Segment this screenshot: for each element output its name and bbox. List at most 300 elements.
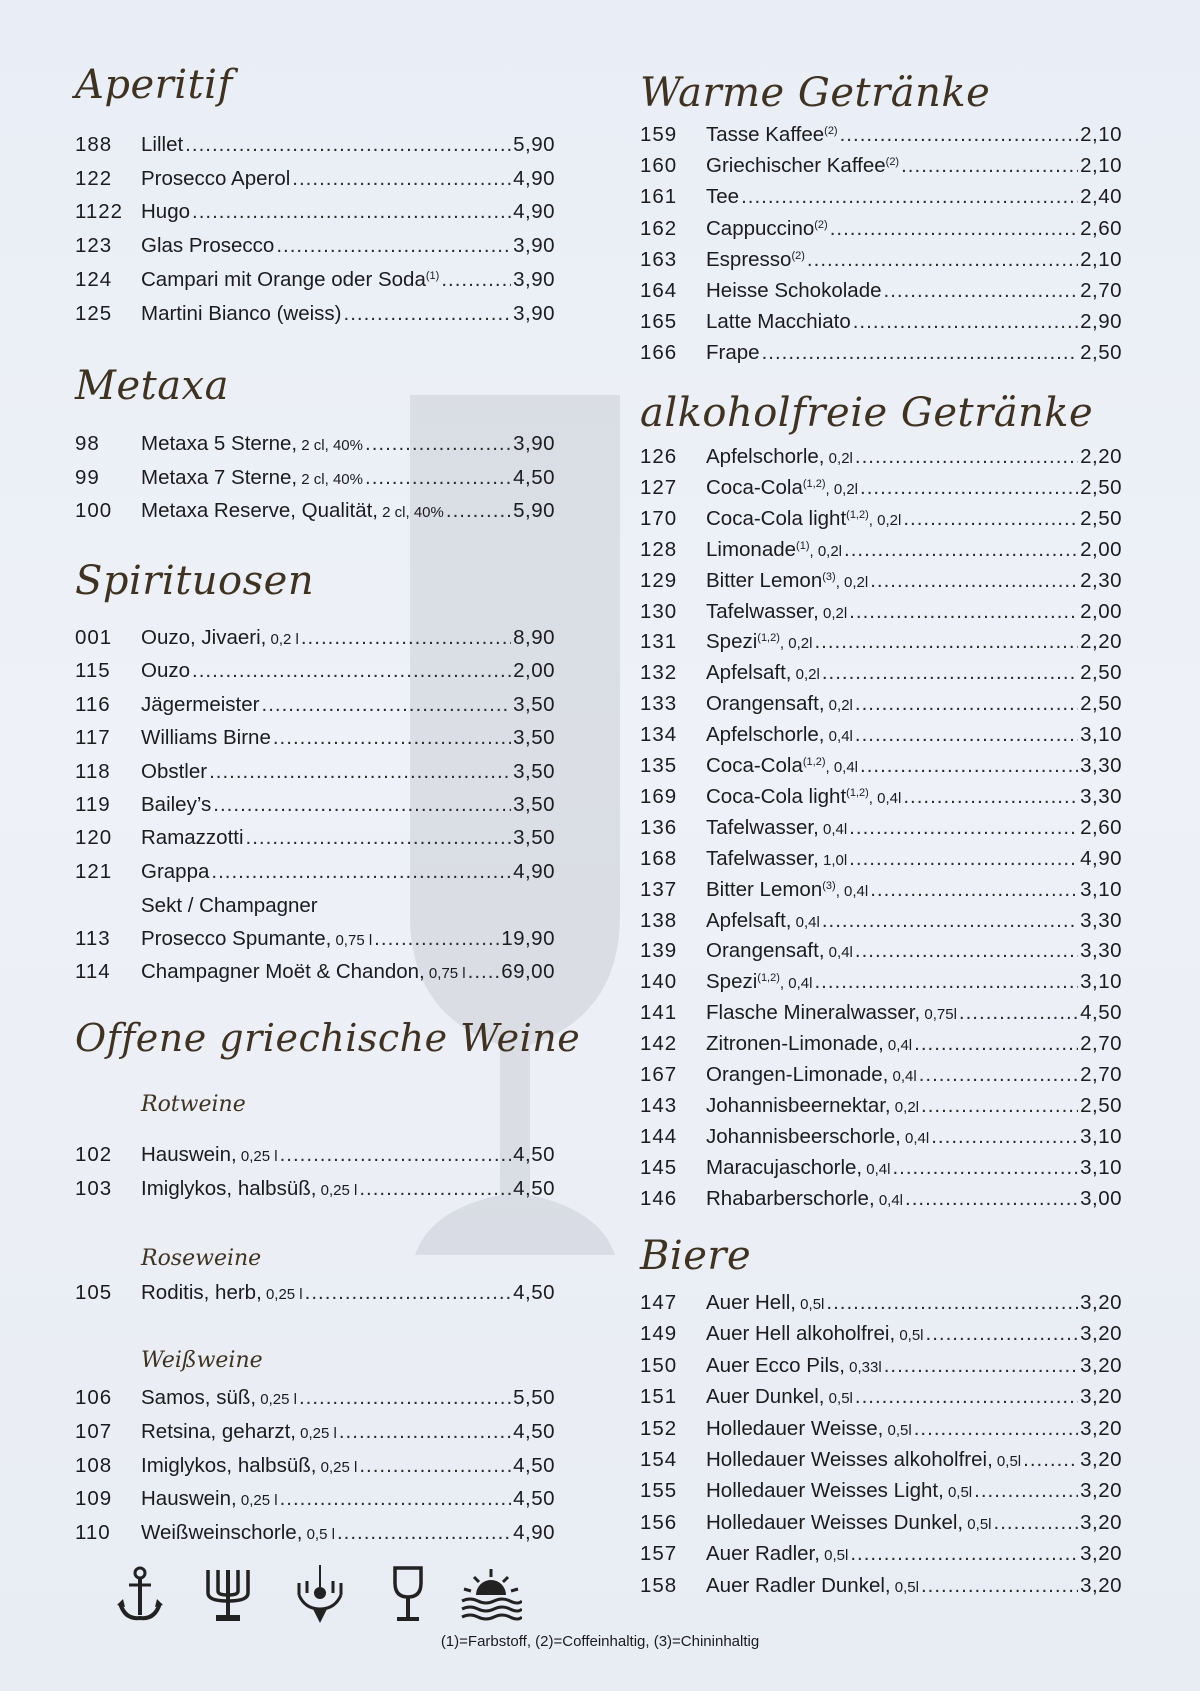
item-name-text: Spezi [706,970,758,994]
item-number: 129 [640,568,678,592]
item-number: 117 [75,726,111,750]
menu-item [640,689,1122,719]
leader-dots [468,957,500,987]
item-name-text: Jägermeister [141,692,260,716]
item-name-text: Latte Macchiato [706,310,851,334]
item-price: 4,50 [1080,1001,1122,1025]
item-volume: 0,5l [895,1327,924,1345]
item-volume: 0,75l [920,1006,957,1024]
item-name [141,164,290,194]
item-number: 135 [640,754,678,777]
menu-item [640,967,1122,997]
menu-item [640,782,1122,812]
item-volume: 0,2l [824,450,853,467]
item-name-text: Champagner Moët & Chandon, [141,960,425,983]
leader-dots [359,1451,511,1481]
item-name-text: Coca-Cola [706,475,803,499]
item-number: 105 [75,1281,113,1304]
item-volume: 0,5 l [302,1526,335,1544]
menu-item [640,566,1122,596]
item-price: 2,40 [1080,185,1122,209]
item-name-text: Obstler [141,759,208,783]
leader-dots [211,857,511,887]
item-price: 4,50 [513,1453,555,1477]
item-name-text: Roditis, herb, [141,1281,262,1304]
item-number: 158 [640,1573,678,1597]
leader-dots [305,1278,511,1308]
item-number: 142 [640,1032,678,1056]
item-number: 150 [640,1353,678,1377]
item-name [706,307,851,337]
item-number: 119 [75,793,111,816]
menu-item [640,1288,1122,1318]
item-name [706,906,820,938]
item-name-text: Limonade [706,537,797,561]
item-name [706,751,858,783]
item-price: 2,60 [1080,815,1122,839]
item-volume: 0,25 l [236,1148,278,1165]
item-name [706,151,899,181]
leader-dots [870,875,1078,905]
item-number: 146 [640,1186,678,1210]
leader-dots [344,299,512,329]
menu-item [640,627,1122,657]
item-name [141,1140,278,1172]
menu-item [640,751,1122,781]
leader-dots [822,658,1078,688]
item-price: 2,90 [1080,310,1122,334]
item-number: 118 [75,759,111,783]
item-volume: 0,4l [824,944,853,962]
item-price: 2,70 [1080,1032,1122,1056]
item-price: 2,30 [1080,568,1122,592]
item-volume: 0,5l [824,1390,853,1408]
menu-item [75,924,555,954]
item-name [706,535,842,567]
item-volume: , 0,4l [779,975,813,993]
item-volume: 0,2l [824,697,853,715]
item-name [706,120,838,150]
item-name-text: Martini Bianco (weiss) [141,301,342,325]
item-number: 115 [75,659,111,683]
menu-item [640,1539,1122,1569]
menu-item [75,623,555,653]
item-name [141,1278,303,1310]
item-name-text: Zitronen-Limonade, [706,1032,884,1056]
menu-item [640,151,1122,181]
leader-dots [853,307,1078,337]
leader-dots [849,597,1078,627]
item-name [706,1508,992,1540]
item-name-text: Coca-Cola light [706,506,847,530]
item-number: 98 [75,432,100,455]
item-name [141,130,183,160]
item-name [706,844,847,876]
item-price: 2,10 [1080,154,1122,178]
item-volume: 0,5l [819,1547,849,1565]
menu-item [640,906,1122,936]
item-name [141,1518,335,1550]
leader-dots [994,1508,1079,1538]
item-name [706,658,820,690]
item-name [141,299,342,329]
item-number: 113 [75,927,111,950]
item-price: 3,20 [1080,1416,1122,1440]
section-title-spirituosen: Spirituosen [75,558,315,604]
item-name-text: Metaxa 7 Sterne, [141,465,298,489]
item-volume: 0,5l [796,1296,825,1313]
section-title-warme-getraenke: Warme Getränke [640,70,991,116]
item-price: 3,00 [1080,1186,1122,1210]
item-number: 108 [75,1453,113,1477]
item-number: 147 [640,1291,678,1314]
item-name-text: Spezi [706,630,758,654]
item-price: 2,50 [1080,1093,1122,1117]
item-price: 5,90 [513,499,555,522]
leader-dots [860,473,1078,503]
item-number: 168 [640,846,678,870]
leader-dots [192,197,511,227]
leader-dots [926,1319,1079,1349]
item-name-text: Coca-Cola light [706,784,847,808]
leader-dots [849,844,1078,874]
item-number: 159 [640,123,678,146]
item-number: 1122 [75,200,124,224]
item-footnote-marker: (1,2) [802,756,826,768]
item-name [706,597,847,629]
item-name-text: Apfelschorle, [706,445,825,468]
item-price: 3,20 [1080,1510,1122,1534]
menu-item [75,757,555,787]
leader-dots [903,782,1078,812]
item-name [141,1451,357,1483]
item-number: 136 [640,815,678,839]
item-price: 4,90 [513,166,555,190]
item-name [706,182,739,212]
item-price: 3,50 [513,726,555,750]
item-name [141,231,274,261]
section-title-metaxa: Metaxa [75,363,229,409]
item-volume: 0,4l [874,1191,904,1209]
item-volume: 0,2l [791,666,820,684]
item-volume: 0,25 l [295,1424,337,1442]
item-price: 2,00 [513,659,555,683]
item-name-text: Apfelschorle, [706,723,825,747]
menu-item [75,197,555,227]
item-price: 4,50 [513,465,555,489]
item-number: 163 [640,247,678,271]
menu-item [640,1382,1122,1412]
menu-item [640,720,1122,750]
leader-dots [892,1153,1078,1183]
leader-dots [919,1060,1078,1090]
menu-item [640,338,1122,368]
item-volume: , 0,4l [868,789,902,807]
item-price: 4,50 [513,1419,555,1443]
item-name-text: Retsina, geharzt, [141,1419,296,1443]
menu-item [75,723,555,753]
item-number: 169 [640,784,678,808]
item-number: 162 [640,216,678,240]
leader-dots [974,1476,1078,1506]
item-number: 149 [640,1322,678,1346]
item-name [706,245,805,275]
item-volume: 0,25 l [261,1286,303,1303]
menu-item [75,231,555,261]
menu-item [75,429,555,459]
leader-dots [884,1351,1078,1381]
leader-dots [213,790,511,820]
item-name-text: Ramazzotti [141,826,244,850]
item-number: 127 [640,475,678,499]
item-price: 3,50 [513,759,555,783]
leader-dots [931,1122,1078,1152]
leader-dots [855,720,1078,750]
item-name [141,429,363,461]
item-price: 3,20 [1080,1322,1122,1346]
menu-item [640,1153,1122,1183]
leader-dots [292,164,511,194]
item-price: 3,20 [1080,1542,1122,1566]
leader-dots [299,1383,511,1413]
item-name [141,757,207,787]
item-price: 4,50 [513,1487,555,1511]
menu-item [640,1319,1122,1349]
item-name-text: Apfelsaft, [706,661,792,685]
item-number: 120 [75,826,113,850]
item-volume: 0,75 l [331,932,373,949]
menu-item [640,214,1122,244]
item-number: 110 [75,1521,111,1545]
item-number: 106 [75,1386,113,1409]
item-price: 3,20 [1080,1353,1122,1377]
item-footnote-marker: (1,2) [757,972,780,985]
item-number: 156 [640,1510,678,1534]
menu-item [75,130,555,160]
item-price: 2,00 [1080,537,1122,561]
item-price: 2,50 [1080,475,1122,499]
item-number: 157 [640,1542,678,1566]
item-price: 3,30 [1080,939,1122,963]
item-volume: 0,2l [890,1098,919,1116]
item-price: 3,30 [1080,754,1122,777]
item-volume: 0,25 l [316,1458,358,1476]
item-price: 69,00 [501,960,555,983]
item-name [706,875,868,907]
item-number: 139 [640,939,678,963]
item-price: 2,00 [1080,599,1122,623]
item-name-text: Tee [706,185,740,209]
item-name-text: Ouzo, Jivaeri, [141,626,267,649]
leader-dots [826,1288,1078,1318]
item-number: 103 [75,1176,113,1200]
menu-item [75,1140,555,1170]
chandelier-icon [295,1565,345,1625]
menu-item [75,656,555,686]
item-name [706,1153,890,1185]
item-volume: 0,4l [791,913,820,931]
item-volume: , 0,2l [825,480,859,498]
item-name [706,1351,882,1383]
leader-dots [849,813,1078,843]
item-name [706,442,853,474]
item-price: 3,50 [513,826,555,850]
item-price: 3,10 [1080,723,1122,747]
item-price: 3,90 [513,267,555,291]
item-number: 164 [640,279,678,302]
item-name [706,473,858,505]
item-volume: 0,2l [818,604,848,622]
leader-dots [850,1539,1078,1569]
item-price: 3,20 [1080,1448,1122,1471]
leader-dots [365,463,511,493]
item-price: 3,10 [1080,970,1122,994]
item-number: 161 [640,185,678,209]
item-volume: 2 cl, 40% [297,470,363,488]
leader-dots [855,689,1078,719]
menu-item [640,875,1122,905]
item-name-text: Tafelwasser, [706,815,819,839]
menu-item [640,504,1122,534]
item-price: 3,20 [1080,1573,1122,1597]
leader-dots [914,1029,1078,1059]
item-volume: 0,5l [883,1421,912,1439]
item-volume: 2 cl, 40% [378,504,444,521]
item-volume: 0,4l [818,820,848,838]
item-name [706,720,853,752]
item-name-text: Bailey’s [141,793,212,816]
menu-item [75,463,555,493]
item-number: 165 [640,310,678,334]
menu-item [640,1414,1122,1444]
item-number: 152 [640,1416,678,1440]
leader-dots [870,566,1078,596]
item-volume: 0,4l [888,1068,917,1085]
menu-item [75,1383,555,1413]
menu-item [75,1484,555,1514]
menorah-icon [203,1565,253,1625]
item-price: 2,60 [1080,216,1122,240]
item-volume: 0,25 l [236,1492,278,1510]
item-name-text: Hugo [141,200,191,224]
item-price: 3,50 [513,692,555,716]
item-name-text: Johannisbeernektar, [706,1093,891,1117]
item-number: 134 [640,723,678,747]
item-number: 137 [640,877,678,901]
item-name-text: Williams Birne [141,726,271,750]
item-number: 133 [640,692,678,716]
item-name-text: Metaxa 5 Sterne, [141,432,298,455]
item-number: 144 [640,1124,678,1148]
item-name-text: Bitter Lemon [706,568,823,592]
item-footnote-marker: (1,2) [846,508,869,521]
item-name-text: Tafelwasser, [706,846,819,870]
item-name [141,1383,297,1415]
decorative-icons [115,1565,535,1625]
item-volume: 0,25 l [316,1181,358,1199]
item-name-text: Auer Dunkel, [706,1385,825,1409]
item-name [141,197,190,227]
leader-dots [901,151,1078,181]
item-name-text: Frape [706,341,760,365]
item-name [706,1184,903,1216]
leader-dots [1023,1445,1078,1475]
leader-dots [921,1571,1078,1601]
item-name [141,623,299,655]
menu-item [640,1351,1122,1381]
item-name [706,1476,972,1508]
item-number: 123 [75,234,113,258]
menu-item [75,957,555,987]
item-number: 128 [640,537,678,561]
item-name-text: Auer Radler, [706,1542,820,1566]
item-name [706,1060,917,1092]
leader-dots [262,690,512,720]
item-number: 167 [640,1063,678,1086]
item-number: 99 [75,465,100,489]
item-name [706,566,868,598]
item-number: 102 [75,1143,113,1166]
item-name-text: Hauswein, [141,1143,237,1166]
item-volume: 2 cl, 40% [297,437,363,454]
subsection-roseweine: Roseweine [141,1246,262,1271]
item-name [141,265,439,295]
menu-item [640,473,1122,503]
item-footnote-marker: (3) [822,570,836,583]
item-footnote-marker: (1,2) [802,477,826,490]
item-volume: , 0,2l [835,573,869,591]
item-volume: , 0,2l [809,542,843,560]
item-price: 3,10 [1080,877,1122,901]
item-price: 4,50 [513,1176,555,1200]
item-name-text: Coca-Cola [706,754,803,777]
item-volume: 0,5l [890,1578,919,1596]
item-name [141,1417,337,1449]
item-price: 3,90 [513,301,555,325]
wine-glass-icon [383,1565,433,1625]
menu-item [75,1417,555,1447]
menu-item [640,658,1122,688]
item-volume: , 0,4l [825,759,859,776]
leader-dots [192,656,511,686]
item-name [706,214,828,244]
item-name-text: Ouzo [141,659,190,683]
menu-item [640,1122,1122,1152]
anchor-icon [115,1565,165,1625]
item-price: 2,10 [1080,123,1122,146]
item-name [141,823,244,853]
item-number: 188 [75,133,113,156]
item-name [706,967,812,999]
item-name-text: Rhabarberschorle, [706,1186,875,1210]
item-number: 109 [75,1487,113,1511]
item-price: 2,10 [1080,247,1122,271]
item-price: 4,90 [513,1521,555,1545]
item-price: 3,10 [1080,1155,1122,1179]
item-name-text: Griechischer Kaffee [706,154,886,178]
leader-dots [822,906,1078,936]
item-price: 3,20 [1080,1385,1122,1409]
item-name [706,1414,912,1446]
item-number: 170 [640,506,678,530]
item-name-text: Holledauer Weisses alkoholfrei, [706,1448,993,1471]
section-title-biere: Biere [640,1233,752,1279]
item-name [141,957,466,989]
item-price: 4,50 [513,1143,555,1166]
item-name-text: Apfelsaft, [706,908,792,932]
menu-item [75,1451,555,1481]
item-name-text: Auer Hell alkoholfrei, [706,1322,896,1346]
